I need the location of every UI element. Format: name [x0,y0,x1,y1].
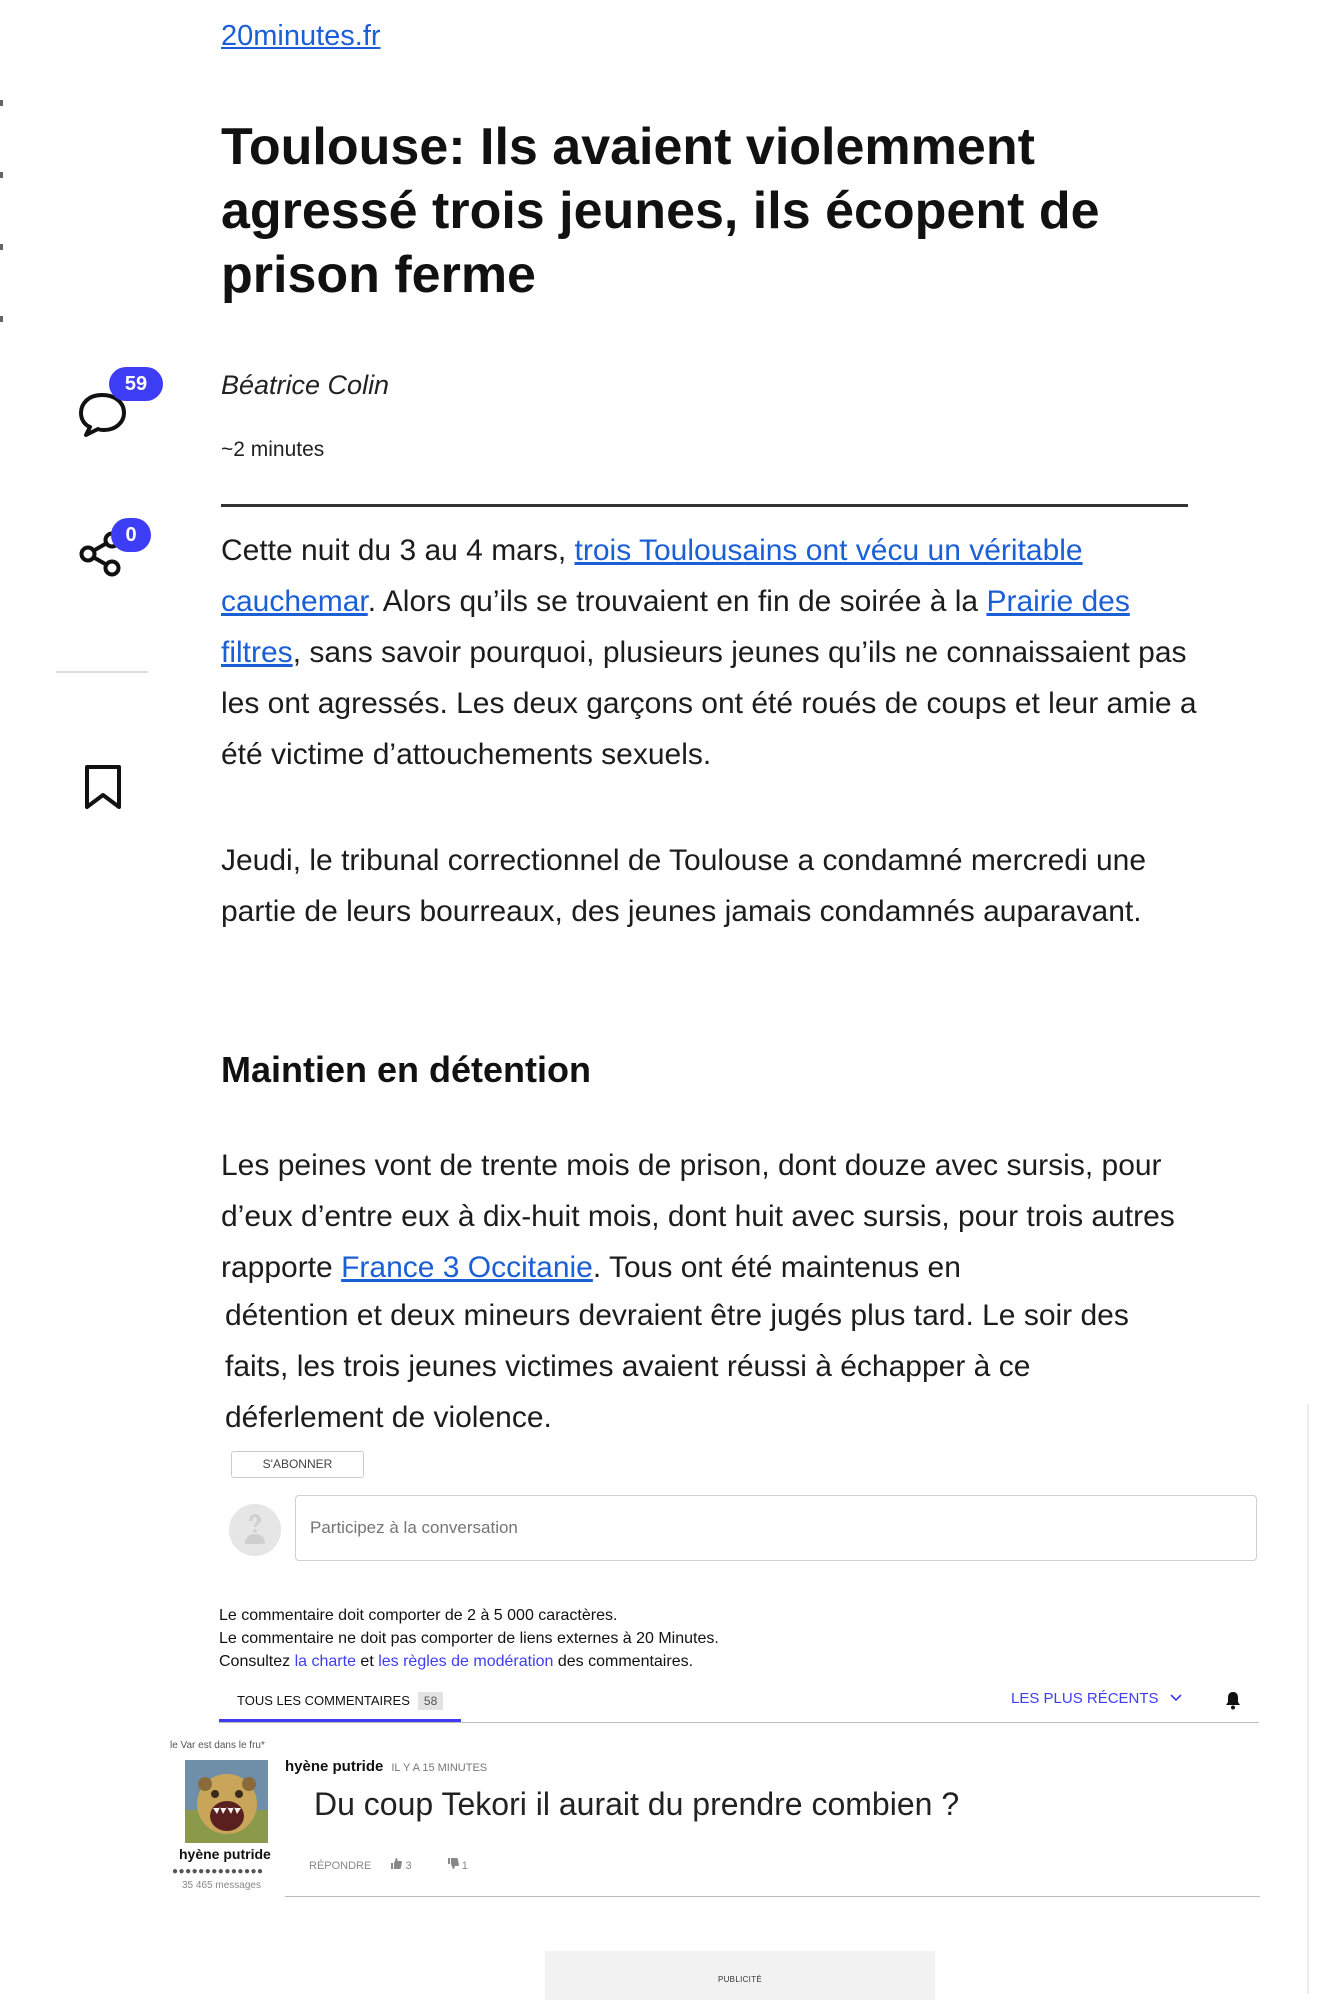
comments-tabs [219,1686,1259,1723]
commenter-name-side[interactable]: hyène putride [179,1846,271,1862]
moderation-rules-link[interactable]: les règles de modération [378,1653,554,1670]
tab-all-comments[interactable] [219,1686,461,1722]
comment-author[interactable] [285,1758,487,1775]
p1-text-start: Cette nuit du 3 au 4 mars, [221,534,575,567]
p3-text-end: . Tous ont été maintenus en [592,1251,961,1284]
like-button[interactable] [390,1860,427,1872]
tab-all-count: 58 [418,1692,443,1710]
thumbs-down-icon [447,1858,459,1869]
read-time: ~2 minutes [221,438,325,461]
paragraph-2: Jeudi, le tribunal correctionnel de Toulouse a condamné mercredi une partie de leurs bourreaux, des jeunes jamais condamnés auparavant. [221,844,1147,928]
p3-text-start: Les peines vont de trente mois de prison, dont douze avec sursis, pour d’eux d’entre eux à dix-huit mois, dont huit avec sursis, pour trois autres rapporte [221,1149,1175,1284]
bookmark-button[interactable] [83,764,123,810]
link-cauchemar[interactable]: trois Toulousains ont vécu un véritable cauchemar [221,534,1083,618]
current-user-avatar [229,1504,281,1556]
dislike-count: 1 [461,1860,468,1872]
section-heading: Maintien en détention [221,1049,592,1090]
rule-charter [219,1650,719,1673]
paragraph-1 [221,525,1201,780]
comment-divider [285,1896,1260,1897]
reply-button[interactable]: RÉPONDRE [309,1860,372,1872]
paragraph-3 [221,1140,1206,1293]
ad-label: PUBLICITÉ [717,1975,763,1984]
sort-label: LES PLUS RÉCENTS [1011,1690,1159,1707]
rule-length: Le commentaire doit comporter de 2 à 5 000 caractères. [219,1607,618,1624]
source-link[interactable]: 20minutes.fr [221,20,381,52]
commenter-message-count: 35 465 messages [182,1880,261,1891]
paragraph-3-continued: détention et deux mineurs devraient être jugés plus tard. Le soir des faits, les trois jeunes victimes avaient réussi à échapper à ce déferlement de violence. [225,1299,1129,1434]
rule-links: Le commentaire ne doit pas comporter de liens externes à 20 Minutes. [219,1630,719,1647]
charter-link[interactable]: la charte [294,1653,356,1670]
comment-count-badge: 59 [109,367,163,401]
user-placeholder-icon [229,1504,281,1556]
bookmark-icon [83,764,123,810]
comment-author-name[interactable]: hyène putride [285,1758,384,1775]
notifications-button[interactable] [1224,1690,1242,1715]
bell-icon [1224,1690,1242,1710]
chevron-down-icon [1169,1693,1183,1703]
subscribe-button[interactable]: S'ABONNER [231,1451,364,1478]
link-prairie-des-filtres[interactable]: Prairie des filtres [221,585,1130,669]
comment-input[interactable] [295,1495,1257,1561]
comment-body: Du coup Tekori il aurait du prendre combien ? [314,1786,960,1822]
hyena-avatar-icon [185,1760,268,1843]
commenter-rank: ●●●●●●●●●●●●●● [172,1866,264,1877]
user-signature: le Var est dans le fru* [170,1740,265,1751]
rail-divider [56,671,148,673]
comment-actions [309,1858,500,1872]
commenter-avatar[interactable] [185,1760,268,1843]
sort-dropdown[interactable] [1011,1686,1183,1712]
p1-text-middle: . Alors qu’ils se trouvaient en fin de soirée à la [367,585,987,618]
article-author[interactable]: Béatrice Colin [221,370,390,400]
comment-rules [219,1604,719,1673]
tab-all-label: TOUS LES COMMENTAIRES [237,1693,410,1708]
comment-time: IL Y A 15 MINUTES [391,1762,488,1774]
rule3-end: des commentaires. [553,1653,694,1670]
rule3-mid: et [355,1653,379,1670]
ad-banner[interactable] [545,1951,935,2000]
dislike-button[interactable] [447,1860,484,1872]
link-france3-occitanie[interactable]: France 3 Occitanie [341,1251,593,1284]
page-scrollbar[interactable] [1307,1404,1309,1994]
like-count: 3 [405,1860,412,1872]
rule3-start: Consultez [219,1653,295,1670]
header-divider [221,504,1188,507]
edge-marks [0,100,4,340]
share-count-badge: 0 [111,518,151,552]
p1-text-end: , sans savoir pourquoi, plusieurs jeunes qu’ils ne connaissaient pas les ont agressés. Les deux garçons ont été roués de coups et leur amie a été victime d’attouchements sexuels. [221,636,1197,771]
thumbs-up-icon [390,1858,402,1869]
article-title: Toulouse: Ils avaient violemment agressé trois jeunes, ils écopent de prison ferme [221,118,1100,304]
